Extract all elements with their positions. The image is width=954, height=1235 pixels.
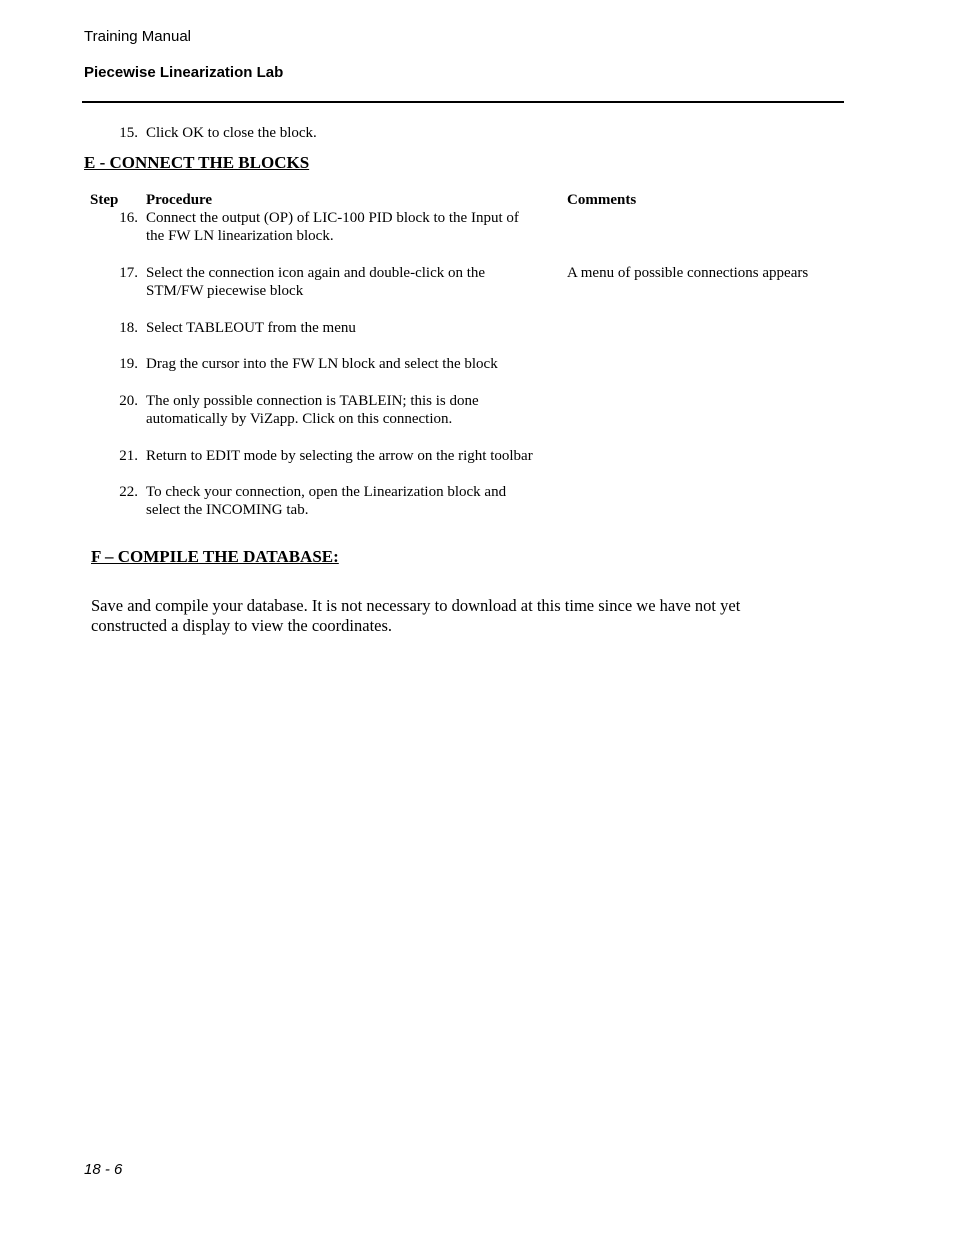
- header-title: Training Manual: [84, 28, 191, 45]
- section-heading-connect-blocks: E - CONNECT THE BLOCKS: [84, 153, 310, 172]
- step-number: 17.: [119, 265, 138, 281]
- page-number: 18 - 6: [84, 1161, 123, 1178]
- column-header-step: Step: [90, 192, 119, 208]
- step-comment: A menu of possible connections appears: [567, 265, 809, 281]
- step-text: Click OK to close the block.: [146, 125, 317, 141]
- procedure-line: Return to EDIT mode by selecting the arrow on the right toolbar: [146, 448, 533, 464]
- procedure-line: STM/FW piecewise block: [146, 283, 304, 299]
- step-procedure: [146, 392, 558, 428]
- step-procedure: [146, 355, 558, 373]
- step-procedure: [146, 264, 558, 300]
- step-number: 21.: [119, 448, 138, 464]
- column-header-procedure: Procedure: [146, 192, 213, 208]
- procedure-line: Connect the output (OP) of LIC-100 PID block to the Input of: [146, 210, 519, 226]
- procedure-line: Drag the cursor into the FW LN block and select the block: [146, 356, 498, 372]
- step-number: 16.: [119, 210, 138, 226]
- procedure-line: automatically by ViZapp. Click on this connection.: [146, 411, 453, 427]
- step-number: 19.: [119, 356, 138, 372]
- step-procedure: [146, 447, 558, 465]
- step-number: 20.: [119, 393, 138, 409]
- procedure-line: the FW LN linearization block.: [146, 228, 334, 244]
- procedure-line: Select TABLEOUT from the menu: [146, 320, 356, 336]
- step-number: 18.: [119, 320, 138, 336]
- step-number: 15.: [119, 125, 138, 141]
- step-number: 22.: [119, 484, 138, 500]
- compile-instructions-paragraph: Save and compile your database. It is not necessary to download at this time since we have not yet constructed a display to view the coordinates.: [91, 596, 741, 635]
- procedure-line: The only possible connection is TABLEIN; this is done: [146, 393, 479, 409]
- header-subtitle: Piecewise Linearization Lab: [84, 64, 284, 81]
- step-procedure: [146, 209, 558, 245]
- header-divider: [82, 101, 844, 103]
- section-heading-compile-database: F – COMPILE THE DATABASE:: [91, 547, 339, 566]
- procedure-line: Select the connection icon again and double-click on the: [146, 265, 486, 281]
- procedure-line: select the INCOMING tab.: [146, 502, 309, 518]
- column-header-comments: Comments: [567, 192, 637, 208]
- step-procedure: [146, 319, 558, 337]
- step-procedure: [146, 483, 558, 519]
- procedure-line: To check your connection, open the Linearization block and: [146, 484, 507, 500]
